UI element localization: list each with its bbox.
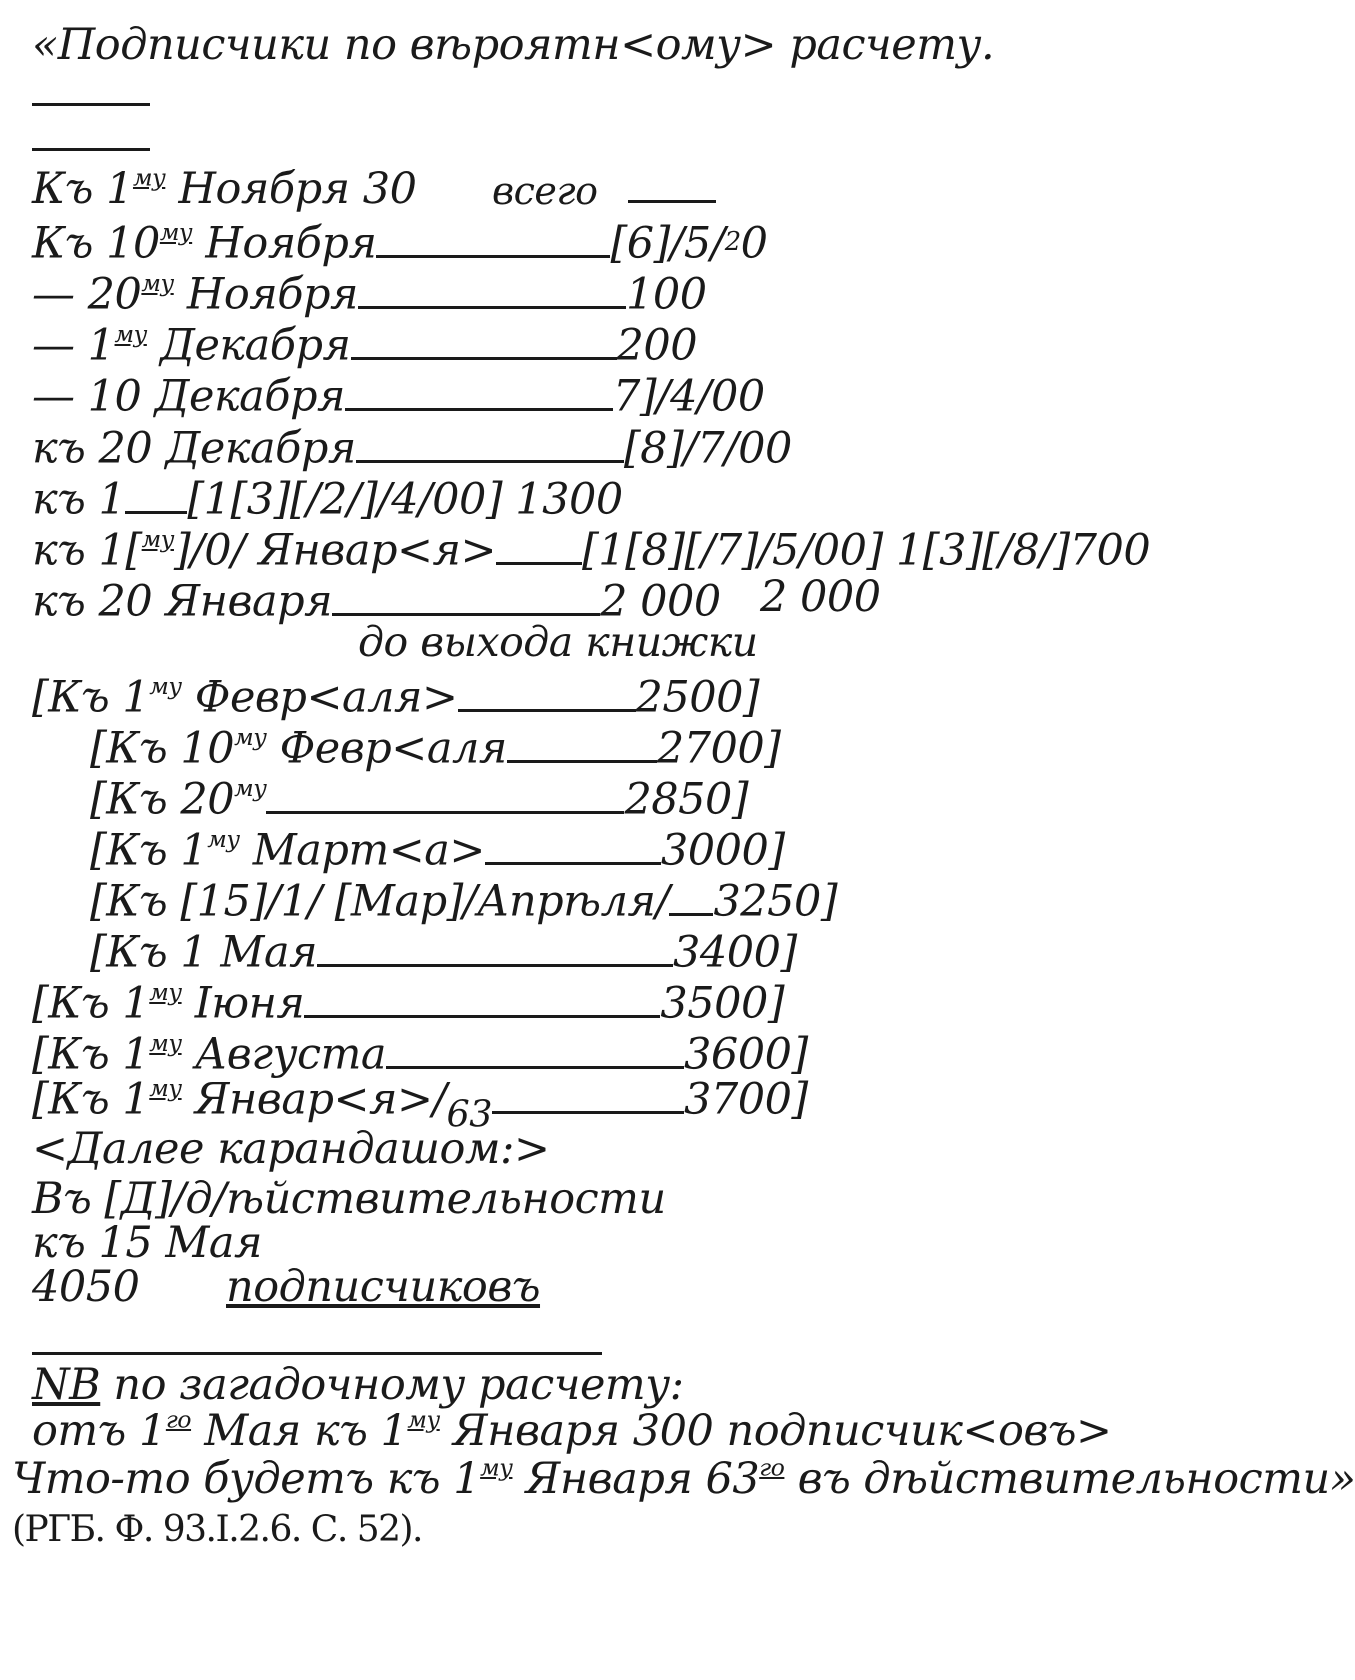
bracket-row: [Къ $1^{му}$ $Январ<я>/_{63}$ 3700] (32, 1073, 808, 1136)
separator-rule (32, 1352, 602, 1355)
separator-rule (32, 103, 150, 106)
bracket-row: [Къ 1 Мая 3400] (90, 927, 797, 978)
subscriber-row: къ 20 Января 2 000 (32, 576, 721, 627)
nb-line: NB по загадочному расчету: (32, 1360, 684, 1410)
reality-line: Въ [Д]/д/ѣйствительности (32, 1174, 666, 1224)
bracket-row: [Къ [15]/1/ [Мар]/Апрѣля/ 3250] (90, 876, 838, 927)
blank-line (458, 672, 636, 712)
bracket-row: [Къ $20^{му}$ 2850] (90, 773, 749, 825)
reality-date: къ 15 Мая (32, 1218, 263, 1268)
subscriber-row: къ 20 Декабря [8]/7/00 (32, 423, 792, 474)
bracket-row: [Къ $1^{му}$ Августа 3600] (32, 1028, 808, 1080)
total-label: всего (492, 169, 598, 213)
subscriber-row: Къ $10^{му}$ Ноября [6]/5/20 (32, 217, 768, 269)
blank-line (628, 200, 716, 203)
blank-line (125, 474, 187, 514)
nb-detail: отъ $1^{го}$ Мая къ $1^{му}$ Января 300 подписчик<овъ> (32, 1405, 1112, 1456)
blank-line (356, 423, 624, 463)
blank-line (669, 876, 713, 916)
pencil-note: <Далее карандашом:> (32, 1124, 550, 1174)
blank-line (304, 978, 660, 1018)
reality-word: подписчиковъ (226, 1262, 541, 1312)
subscriber-row: къ 1 [1[3][/2/]/4/00] 1300 (32, 474, 623, 525)
blank-line (386, 1029, 684, 1069)
bracket-row: [Къ $1^{му}$ Март<а> 3000] (90, 824, 785, 876)
subscriber-row: Къ $1^{му}$ Ноября 30 (32, 163, 417, 214)
blank-line (351, 320, 617, 360)
separator-rule (32, 148, 150, 151)
subscriber-row: — 10 Декабря 7]/4/00 (32, 371, 765, 422)
blank-line (317, 927, 673, 967)
closing-line: Что-то будетъ къ $1^{му}$ Января $63^{го}$ въ дѣйствительности» (12, 1453, 1355, 1504)
blank-line (376, 218, 610, 258)
subscriber-row: — $1^{му}$ Декабря 200 (32, 319, 698, 371)
bracket-row: [Къ $1^{му}$ Февр<аля> 2500] (32, 671, 760, 723)
citation: (РГБ. Ф. 93.I.2.6. С. 52). (12, 1509, 422, 1550)
bracket-row: [Къ $10^{му}$ Февр<аля 2700] (90, 722, 781, 774)
bracket-row: [Къ $1^{му}$ Іюня 3500] (32, 977, 785, 1029)
blank-line (485, 825, 661, 865)
subscriber-row: къ 1[$^{му}$]/0/ Январ<я> [1[8][/7]/5/00] 1[3][/8/]700 (32, 524, 1151, 576)
blank-line (507, 723, 657, 763)
blank-line (345, 371, 613, 411)
subscriber-row: — $20^{му}$ Ноября 100 (32, 268, 707, 320)
blank-line (492, 1074, 684, 1114)
blank-line (332, 576, 600, 616)
blank-line (496, 525, 582, 565)
blank-line (358, 269, 626, 309)
document-title: «Подписчики по вѣроятн<ому> расчету. (32, 20, 995, 70)
blank-line (266, 774, 624, 814)
subscriber-total: 2 000 (760, 572, 881, 622)
centered-note: до выхода книжки (358, 618, 758, 666)
reality-count: 4050 (32, 1262, 140, 1312)
